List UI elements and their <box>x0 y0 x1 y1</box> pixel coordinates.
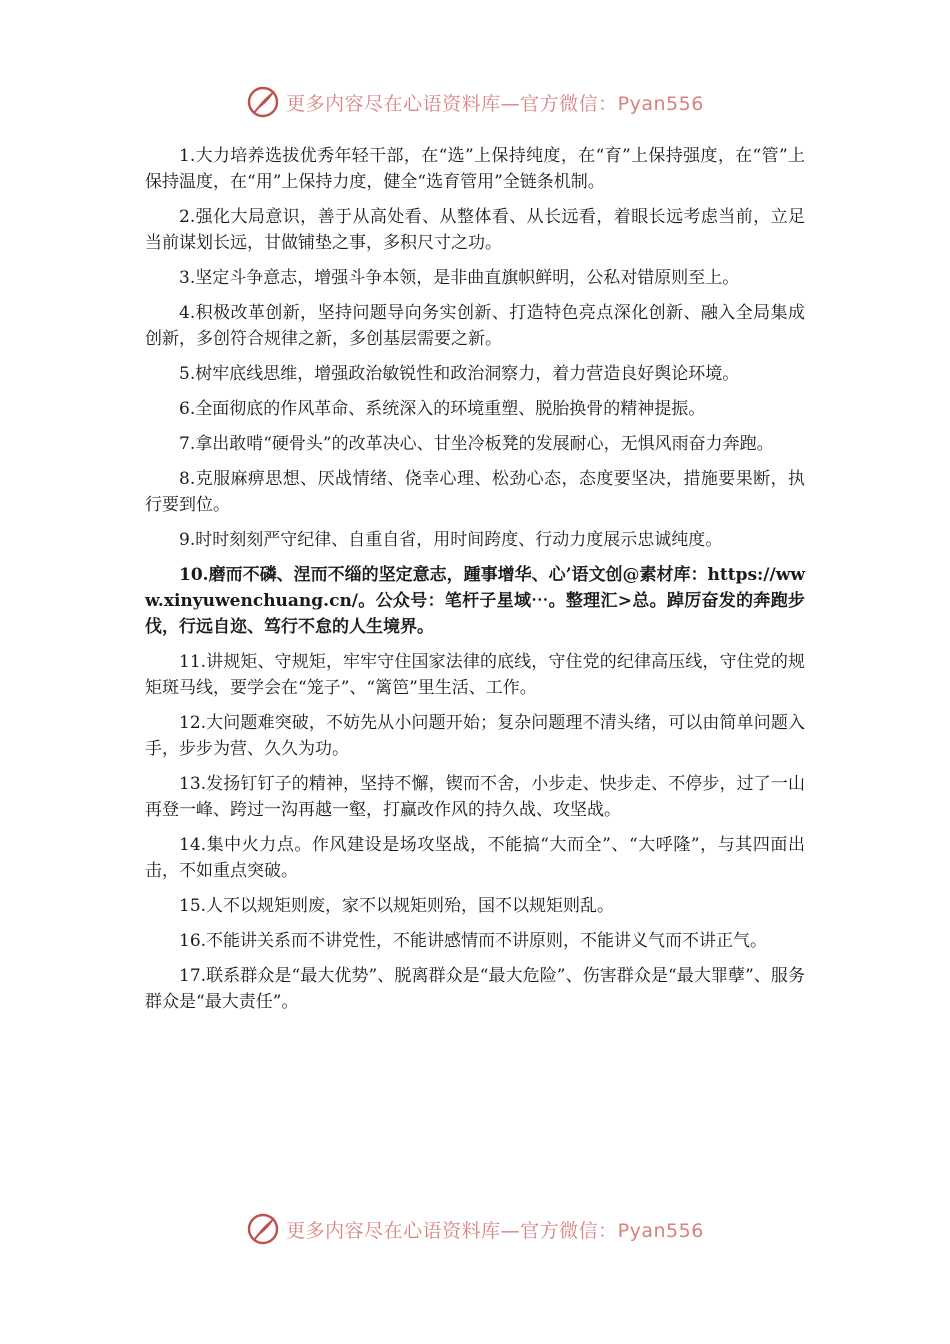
paragraph-11: 11.讲规矩、守规矩，牢牢守住国家法律的底线，守住党的纪律高压线，守住党的规矩斑马线，要学会在“笼子”、“篱笆”里生活、工作。 <box>145 652 805 698</box>
paragraph-17: 17.联系群众是“最大优势”、脱离群众是“最大危险”、伤害群众是“最大罪孽”、服务群众是“最大责任”。 <box>145 966 805 1012</box>
paragraph-5: 5.树牢底线思维，增强政治敏锐性和政治洞察力，着力营造良好舆论环境。 <box>179 364 740 384</box>
paragraph-6: 6.全面彻底的作风革命、系统深入的环境重塑、脱胎换骨的精神提振。 <box>179 399 706 419</box>
paragraph-3: 3.坚定斗争意志，增强斗争本领，是非曲直旗帜鲜明，公私对错原则至上。 <box>179 268 740 288</box>
paragraph-7: 7.拿出敢啃“硬骨头”的改革决心、甘坐冷板凳的发展耐心，无惧风雨奋力奔跑。 <box>179 434 774 454</box>
paragraph-12: 12.大问题难突破，不妨先从小问题开始；复杂问题理不清头绪，可以由简单问题入手，步步为营、久久为功。 <box>145 713 805 759</box>
paragraph-9: 9.时时刻刻严守纪律、自重自省，用时间跨度、行动力度展示忠诚纯度。 <box>179 530 723 550</box>
paragraph-14: 14.集中火力点。作风建设是场攻坚战，不能搞“大而全”、“大呼隆”，与其四面出击，不如重点突破。 <box>145 835 805 881</box>
paragraph-15: 15.人不以规矩则废，家不以规矩则殆，国不以规矩则乱。 <box>179 896 615 916</box>
paragraph-1: 1.大力培养选拔优秀年轻干部，在“选”上保持纯度，在“育”上保持强度，在“管”上保持温度，在“用”上保持力度，健全“选育管用”全链条机制。 <box>145 146 805 192</box>
header-banner-text: 更多内容尽在心语资料库—官方微信：Pyan556 <box>286 92 704 115</box>
footer-banner <box>0 1209 950 1249</box>
header-banner <box>0 82 950 122</box>
document-body <box>145 143 805 1024</box>
paragraph-8: 8.克服麻痹思想、厌战情绪、侥幸心理、松劲心态，态度要坚决，措施要果断，执行要到位。 <box>145 469 805 515</box>
footer-banner-text: 更多内容尽在心语资料库—官方微信：Pyan556 <box>286 1219 704 1242</box>
paragraph-16: 16.不能讲关系而不讲党性，不能讲感情而不讲原则，不能讲义气而不讲正气。 <box>179 931 768 951</box>
quill-pen-logo-icon <box>246 1212 280 1246</box>
paragraph-10: 10.磨而不磷、涅而不缁的坚定意志，踵事增华、心’语文创@素材库：https://www.xinyuwenchuang.cn/。公众号：笔杆子星域⋯。整理汇>总。踔厉奋发的奔跑步伐，行远自迩、笃行不怠的人生境界。 <box>145 565 805 637</box>
paragraph-13: 13.发扬钉钉子的精神，坚持不懈，锲而不舍，小步走、快步走、不停步，过了一山再登一峰、跨过一沟再越一壑，打赢改作风的持久战、攻坚战。 <box>145 774 805 820</box>
paragraph-4: 4.积极改革创新，坚持问题导向务实创新、打造特色亮点深化创新、融入全局集成创新，多创符合规律之新，多创基层需要之新。 <box>145 303 805 349</box>
paragraph-2: 2.强化大局意识，善于从高处看、从整体看、从长远看，着眼长远考虑当前，立足当前谋划长远，甘做铺垫之事，多积尺寸之功。 <box>145 207 805 253</box>
quill-pen-logo-icon <box>246 85 280 119</box>
